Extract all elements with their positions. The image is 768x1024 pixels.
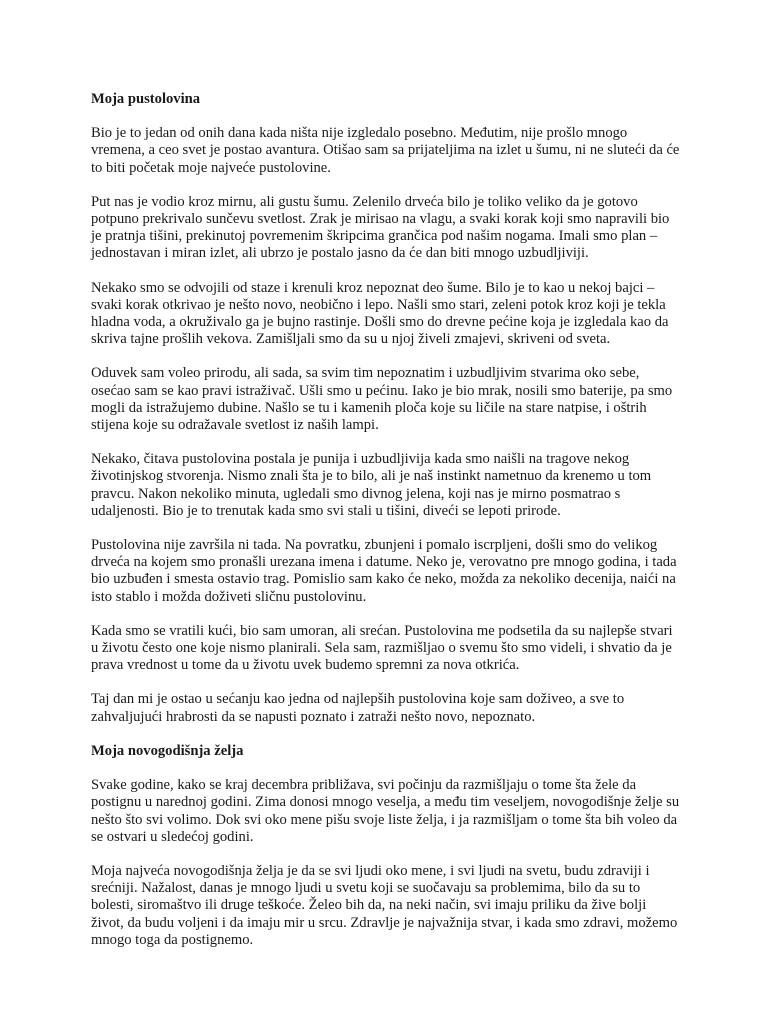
section-title: Moja pustolovina <box>91 91 201 107</box>
paragraph: Moja najveća novogodišnja želja je da se svi ljudi oko mene, i svi ljudi na svetu, budu zdraviji i srećniji. Nažalost, danas je mnogo ljudi u svetu koji se suočavaju sa problemima, bilo da su to bolesti, siromaštvo ili druge teškoće. Želeo bih da, na neki način, svi imaju priliku da žive bolji život, da budu voljeni i da imaju mir u srcu. Zdravlje je najvažnija stvar, i kada smo zdravi, možemo mnogo toga da postignemo. <box>91 862 678 948</box>
section-title: Moja novogodišnja želja <box>91 742 244 759</box>
document-page <box>91 91 681 966</box>
paragraph: Put nas je vodio kroz mirnu, ali gustu šumu. Zelenilo drveća bilo je toliko veliko da je gotovo potpuno prekrivalo sunčevu svetlost. Zrak je mirisao na vlagu, a svaki korak koji smo napravili bio je pratnja tišini, prekinutoj povremenim škripcima grančica pod našim nogama. Imali smo plan – jednostavan i miran izlet, ali ubrzo je postalo jasno da će dan biti mnogo uzbudljiviji. <box>91 193 670 262</box>
paragraph: Svake godine, kako se kraj decembra približava, svi počinju da razmišljaju o tome šta žele da postignu u narednoj godini. Zima donosi mnogo veselja, a među tim veseljem, novogodišnje želje su nešto što svi volimo. Dok svi oko mene pišu svoje liste želja, i ja razmišljam o tome šta bih voleo da se ostvari u sledećoj godini. <box>91 777 680 845</box>
paragraph: Bio je to jedan od onih dana kada ništa nije izgledalo posebno. Međutim, nije prošlo mnogo vremena, a ceo svet je postao avantura. Otišao sam sa prijateljima na izlet u šumu, ni ne sluteći da će to biti početak moje najveće pustolovine. <box>91 125 680 176</box>
paragraph: Oduvek sam voleo prirodu, ali sada, sa svim tim nepoznatim i uzbudljivim stvarima oko sebe, osećao sam se kao pravi istraživač. Ušli smo u pećinu. Iako je bio mrak, nosili smo baterije, pa smo mogli da istražujemo dubine. Našlo se tu i kamenih ploča koje su ličile na stare natpise, i oštrih stijena koje su odražavale svetlost iz naših lampi. <box>91 365 673 434</box>
paragraph: Nekako smo se odvojili od staze i krenuli kroz nepoznat deo šume. Bilo je to kao u nekoj bajci – svaki korak otkrivao je nešto novo, neobično i lepo. Našli smo stari, zeleni potok kroz koji je tekla hladna voda, a okruživalo ga je bujno rastinje. Došli smo do drevne pećine koja je izgledala kao da skriva tajne prošlih vekova. Zamišljali smo da su u njoj živeli zmajevi, skriveni od sveta. <box>91 279 669 348</box>
paragraph: Kada smo se vratili kući, bio sam umoran, ali srećan. Pustolovina me podsetila da su najlepše stvari u životu često one koje nismo planirali. Sela sam, razmišljao o svemu što smo videli, i shvatio da je prava vrednost u tome da u životu uvek budemo spremni za nova otkrića. <box>91 622 673 674</box>
paragraph: Nekako, čitava pustolovina postala je punija i uzbudljivija kada smo naišli na tragove nekog životinjskog stvorenja. Nismo znali šta je to bilo, ali je naš instinkt nametnuo da krenemo u tom pravcu. Nakon nekoliko minuta, ugledali smo divnog jelena, koji nas je mirno posmatrao s udaljenosti. Bio je to trenutak kada smo svi stali u tišini, diveći se lepoti prirode. <box>91 451 652 519</box>
paragraph: Pustolovina nije završila ni tada. Na povratku, zbunjeni i pomalo iscrpljeni, došli smo do velikog drveća na kojem smo pronašli urezana imena i datume. Neko je, verovatno pre mnogo godina, i tada bio uzbuđen i smesta ostavio trag. Pomislio sam kako će neko, možda za nekoliko decenija, naići na isto stablo i možda doživeti sličnu pustolovinu. <box>91 537 677 605</box>
paragraph: Taj dan mi je ostao u sećanju kao jedna od najlepših pustolovina koje sam doživeo, a sve to zahvaljujući hrabrosti da se napusti poznato i zatraži nešto novo, nepoznato. <box>91 691 625 725</box>
